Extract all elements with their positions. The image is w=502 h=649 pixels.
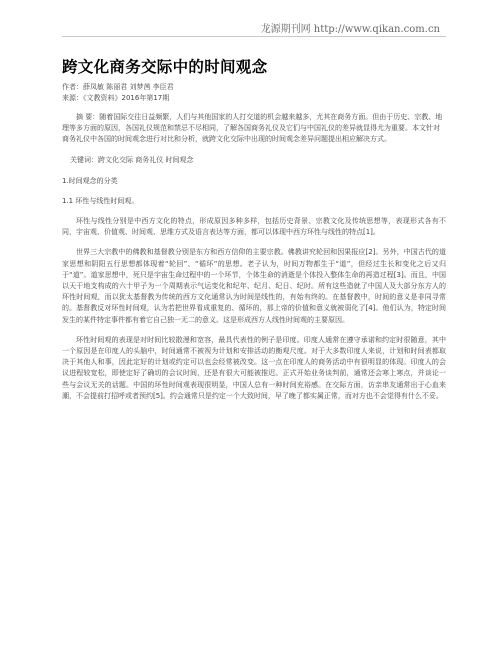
article	[62, 56, 446, 402]
keywords-text: 跨文化交际 商务礼仪 时间观念	[98, 156, 194, 164]
authors-line	[62, 82, 446, 93]
keywords	[62, 155, 446, 166]
abstract	[62, 112, 446, 145]
keywords-label: 关键词：	[70, 156, 98, 164]
abstract-text: 随着国际交往日益频繁，人们与其他国家的人打交道的机会越来越多，尤其在商务方面。但由于历史、宗教、地理等多方面的原因，各国礼仪规范和禁忌不尽相同，了解各国商务礼仪及它们与中国礼仪的差异就显得尤为重要。本文针对商务礼仪中各国的时间观念进行对比和分析，就跨文化交际中出现的时间观念差异问题提出相应解决方式。	[62, 113, 443, 143]
authors-label: 作者：	[62, 83, 83, 91]
source-label: 来源：	[62, 93, 83, 102]
section-heading-1-1: 1.1 环性与线性时间观。	[62, 197, 139, 205]
article-title: 跨文化商务交际中的时间观念	[62, 58, 268, 76]
authors: 薛凤敏 陈丽君 刘梦茜 李臣君	[83, 83, 174, 91]
section-heading-1: 1.时间观念的分类	[62, 177, 118, 185]
header-divider	[62, 36, 446, 37]
paragraph-1: 环性与线性分别是中西方文化的特点，形成原因多种多样，包括历史背景、宗教文化及传统思想等，表现形式各有不同，宇宙观、价值观、时间观、思维方式及语言表达等方面，都可以体现中西方环性与线性的特点[1]。	[62, 217, 446, 237]
paragraph-2: 世界三大宗教中的佛教和基督教分别是东方和西方信仰的主要宗教。佛教讲究轮回和因果报应[2]。另外，中国古代的道家思想和阴阳五行思想都体现着“轮回”、“循环”的思想。老子认为，时间万物都生于“道”，但经过生长和变化之后又归于“道”。道家思想中，死只是宇宙生命过程中的一个环节，个体生命的消逝是个体投入整体生命的再造过程[3]。而且，中国以天干地支构成的六十甲子为一个周期表示气运变化和纪年、纪月、纪日、纪时。所有这些造就了中国人及大部分东方人的环性时间观，而以犹太基督教为传统的西方文化通常认为时间是线性的，有始有终的。在基督教中，时间的意义是非同寻常的。基督教反对环性时间观，认为若把世界看成重复的、循环的，那上帝的价值和意义就被弱化了[4]。他们认为，特定时间发生的某件特定事件都有着它自己独一无二的意义。这是形成西方人线性时间观的主要原因。	[62, 248, 446, 324]
paragraph-3: 环性时间观的表现是对时间比较散漫和宽容，最具代表性的例子是印度。印度人通常在遵守承诺和约定时很随意，其中一个原因是在印度人的头脑中，时间通常不被视为计划和安排活动的衡观尺度。对于大多数印度人来说，计划和时间表都取决于其他人和事，因此定好的计划或约定可以也会经常被改变。这一点在印度人的商务活动中有很明显的体现。印度人的会议进程较宽松，即使定好了确切的会议时间，还是有很大可能被推迟。正式开始业务谈判前，通常还会寒上寒点，并谈论一些与会议无关的话题。中国的环性时间观表现很明显，中国人总有一种时间充裕感。在交际方面，访亲串友通常出于心血来潮，不会提前打招呼或者预约[5]。约会通常只是约定一个大致时间，早了晚了都实属正常，而对方也不会觉得有什么不妥。	[62, 335, 446, 400]
source-line	[62, 93, 446, 104]
source: 《文教资料》2016年第17期	[83, 93, 170, 102]
abstract-label: 摘 要：	[76, 113, 100, 121]
site-watermark: 龙源期刊网 http://www.qikan.com.cn	[260, 24, 440, 35]
